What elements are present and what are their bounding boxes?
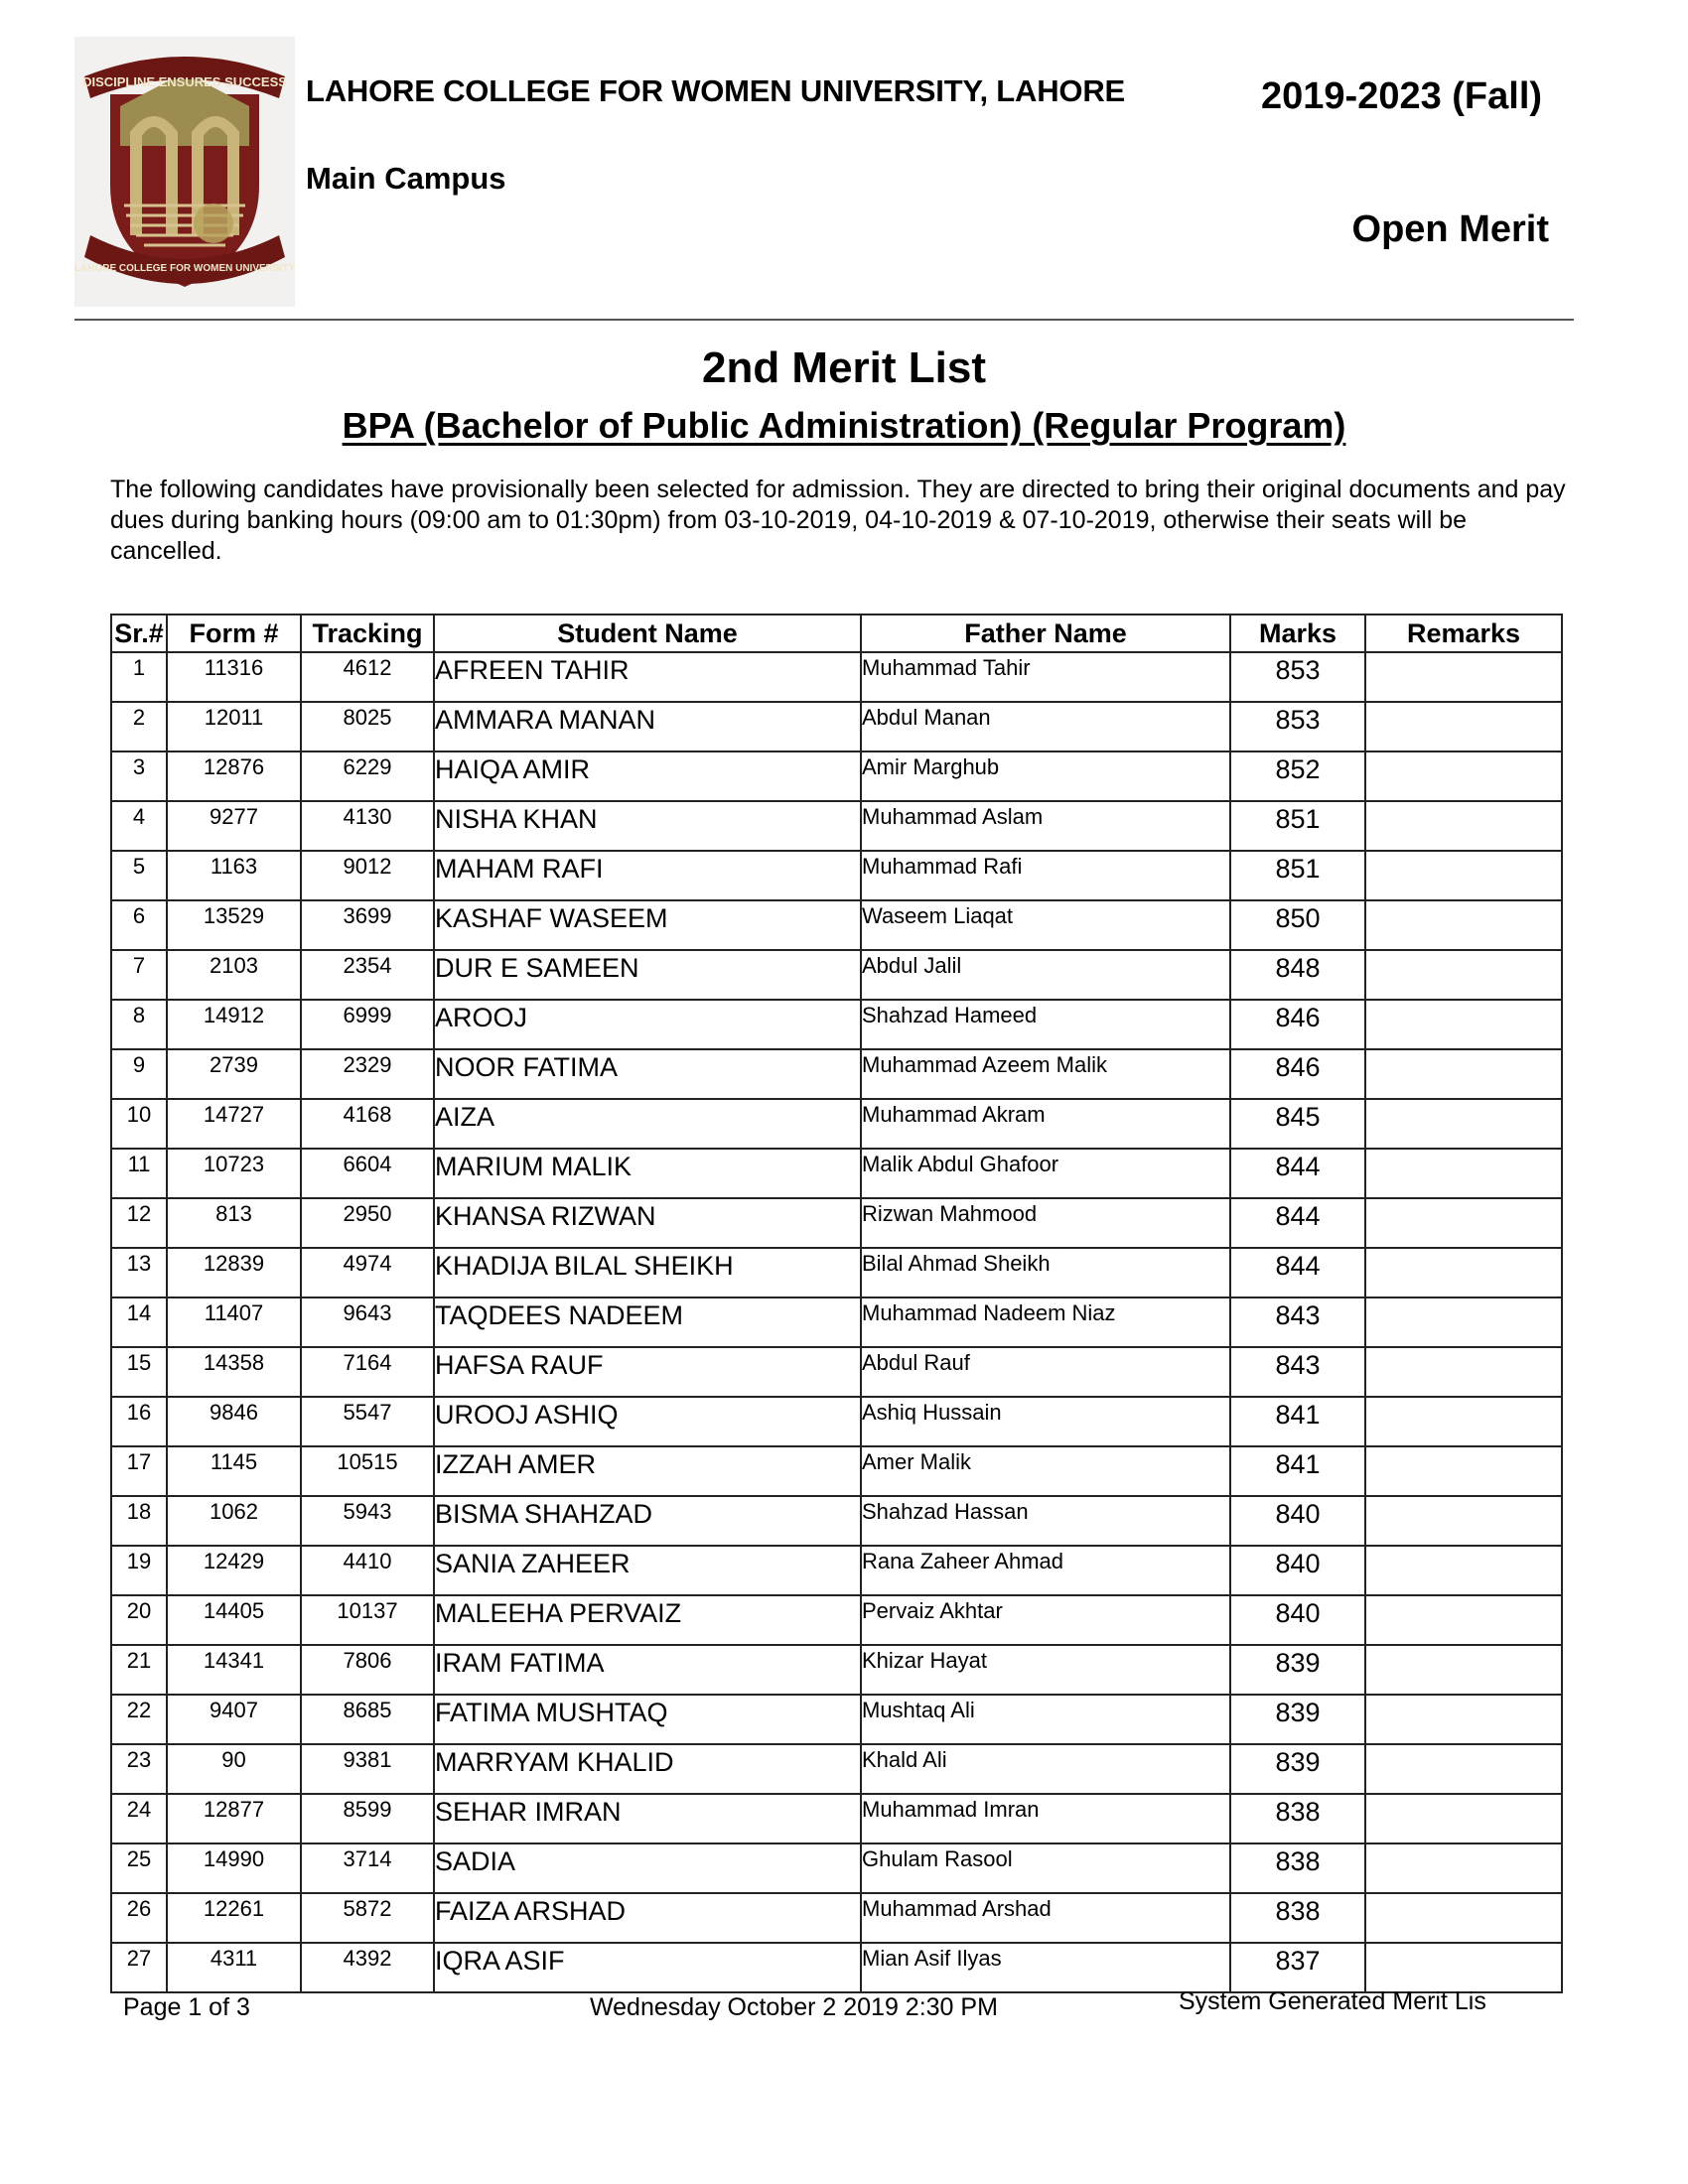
row-form-number: 1145 (167, 1446, 301, 1496)
row-sr: 1 (111, 652, 167, 702)
row-marks: 838 (1230, 1893, 1365, 1943)
row-student-name: AFREEN TAHIR (434, 652, 861, 702)
row-tracking: 10515 (301, 1446, 434, 1496)
row-sr: 9 (111, 1049, 167, 1099)
row-father-name: Shahzad Hassan (861, 1496, 1230, 1546)
row-student-name: KHADIJA BILAL SHEIKH (434, 1248, 861, 1297)
row-sr: 20 (111, 1595, 167, 1645)
row-father-name: Abdul Rauf (861, 1347, 1230, 1397)
row-form-number: 13529 (167, 900, 301, 950)
row-sr: 23 (111, 1744, 167, 1794)
row-marks: 837 (1230, 1943, 1365, 1992)
row-student-name: BISMA SHAHZAD (434, 1496, 861, 1546)
row-student-name: NISHA KHAN (434, 801, 861, 851)
row-remarks (1365, 1744, 1562, 1794)
row-tracking: 5943 (301, 1496, 434, 1546)
row-student-name: SADIA (434, 1843, 861, 1893)
row-student-name: IRAM FATIMA (434, 1645, 861, 1695)
row-sr: 6 (111, 900, 167, 950)
table-row (111, 851, 1562, 900)
table-row (111, 1546, 1562, 1595)
row-remarks (1365, 1198, 1562, 1248)
row-tracking: 6229 (301, 751, 434, 801)
row-form-number: 11407 (167, 1297, 301, 1347)
row-student-name: NOOR FATIMA (434, 1049, 861, 1099)
row-remarks (1365, 1000, 1562, 1049)
row-remarks (1365, 1843, 1562, 1893)
row-student-name: TAQDEES NADEEM (434, 1297, 861, 1347)
row-form-number: 14727 (167, 1099, 301, 1149)
row-marks: 846 (1230, 1049, 1365, 1099)
col-header-marks: Marks (1230, 614, 1365, 652)
row-marks: 840 (1230, 1595, 1365, 1645)
row-student-name: SEHAR IMRAN (434, 1794, 861, 1843)
row-tracking: 4130 (301, 801, 434, 851)
row-tracking: 2329 (301, 1049, 434, 1099)
table-row (111, 1149, 1562, 1198)
row-form-number: 9846 (167, 1397, 301, 1446)
row-student-name: HAFSA RAUF (434, 1347, 861, 1397)
row-sr: 13 (111, 1248, 167, 1297)
row-marks: 852 (1230, 751, 1365, 801)
row-form-number: 2739 (167, 1049, 301, 1099)
row-sr: 8 (111, 1000, 167, 1049)
row-sr: 14 (111, 1297, 167, 1347)
row-sr: 25 (111, 1843, 167, 1893)
row-student-name: IQRA ASIF (434, 1943, 861, 1992)
row-tracking: 7806 (301, 1645, 434, 1695)
row-marks: 846 (1230, 1000, 1365, 1049)
row-sr: 26 (111, 1893, 167, 1943)
row-remarks (1365, 1794, 1562, 1843)
page-number: Page 1 of 3 (123, 1993, 250, 2021)
row-form-number: 2103 (167, 950, 301, 1000)
row-student-name: MARRYAM KHALID (434, 1744, 861, 1794)
row-remarks (1365, 751, 1562, 801)
table-header-row (111, 614, 1562, 652)
row-tracking: 9012 (301, 851, 434, 900)
row-father-name: Amir Marghub (861, 751, 1230, 801)
row-tracking: 3699 (301, 900, 434, 950)
col-header-student-name: Student Name (434, 614, 861, 652)
table-row (111, 1695, 1562, 1744)
row-remarks (1365, 1248, 1562, 1297)
row-tracking: 4168 (301, 1099, 434, 1149)
col-header-father-name: Father Name (861, 614, 1230, 652)
row-marks: 841 (1230, 1397, 1365, 1446)
table-row (111, 1496, 1562, 1546)
row-sr: 27 (111, 1943, 167, 1992)
table-row (111, 1347, 1562, 1397)
merit-table (110, 614, 1563, 1993)
row-student-name: DUR E SAMEEN (434, 950, 861, 1000)
row-student-name: FAIZA ARSHAD (434, 1893, 861, 1943)
row-tracking: 5547 (301, 1397, 434, 1446)
row-father-name: Ghulam Rasool (861, 1843, 1230, 1893)
row-father-name: Abdul Manan (861, 702, 1230, 751)
row-form-number: 14990 (167, 1843, 301, 1893)
row-form-number: 12839 (167, 1248, 301, 1297)
row-student-name: AROOJ (434, 1000, 861, 1049)
row-father-name: Mian Asif Ilyas (861, 1943, 1230, 1992)
row-form-number: 813 (167, 1198, 301, 1248)
row-father-name: Bilal Ahmad Sheikh (861, 1248, 1230, 1297)
row-father-name: Ashiq Hussain (861, 1397, 1230, 1446)
row-marks: 838 (1230, 1843, 1365, 1893)
program-title: BPA (Bachelor of Public Administration) (Regular Program) (342, 405, 1346, 446)
row-remarks (1365, 1695, 1562, 1744)
row-student-name: AMMARA MANAN (434, 702, 861, 751)
logo-motto: DISCIPLINE ENSURES SUCCESS (82, 74, 287, 89)
header-divider (74, 319, 1574, 321)
table-row (111, 652, 1562, 702)
row-form-number: 14358 (167, 1347, 301, 1397)
col-header-tracking: Tracking (301, 614, 434, 652)
campus-label: Main Campus (306, 161, 506, 196)
table-row (111, 1198, 1562, 1248)
row-marks: 840 (1230, 1496, 1365, 1546)
row-father-name: Muhammad Akram (861, 1099, 1230, 1149)
row-form-number: 14405 (167, 1595, 301, 1645)
crest-icon (74, 37, 295, 307)
row-marks: 844 (1230, 1198, 1365, 1248)
table-row (111, 1000, 1562, 1049)
row-father-name: Malik Abdul Ghafoor (861, 1149, 1230, 1198)
row-student-name: MAHAM RAFI (434, 851, 861, 900)
row-father-name: Mushtaq Ali (861, 1695, 1230, 1744)
row-marks: 839 (1230, 1645, 1365, 1695)
col-header-sr: Sr.# (111, 614, 167, 652)
row-tracking: 2354 (301, 950, 434, 1000)
table-row (111, 950, 1562, 1000)
row-sr: 7 (111, 950, 167, 1000)
row-remarks (1365, 652, 1562, 702)
table-row (111, 1595, 1562, 1645)
row-tracking: 8599 (301, 1794, 434, 1843)
document-title: 2nd Merit List (701, 343, 987, 392)
row-tracking: 3714 (301, 1843, 434, 1893)
table-row (111, 1099, 1562, 1149)
row-marks: 841 (1230, 1446, 1365, 1496)
row-father-name: Shahzad Hameed (861, 1000, 1230, 1049)
table-row (111, 900, 1562, 950)
row-student-name: KASHAF WASEEM (434, 900, 861, 950)
row-sr: 2 (111, 702, 167, 751)
row-form-number: 9277 (167, 801, 301, 851)
row-marks: 844 (1230, 1248, 1365, 1297)
table-row (111, 1446, 1562, 1496)
row-sr: 15 (111, 1347, 167, 1397)
col-header-remarks: Remarks (1365, 614, 1562, 652)
row-marks: 845 (1230, 1099, 1365, 1149)
row-sr: 22 (111, 1695, 167, 1744)
row-marks: 838 (1230, 1794, 1365, 1843)
col-header-form: Form # (167, 614, 301, 652)
row-remarks (1365, 1149, 1562, 1198)
session-label: 2019-2023 (Fall) (1261, 75, 1543, 117)
row-remarks (1365, 1347, 1562, 1397)
row-form-number: 90 (167, 1744, 301, 1794)
admission-notice: The following candidates have provisionally been selected for admission. They are directed to bring their original documents and pay dues during banking hours (09:00 am to 01:30pm) from 03-10-2019, 04-10-2019 & 07-10-2019, otherwise their seats will be cancelled. (110, 476, 1566, 565)
table-row (111, 1397, 1562, 1446)
row-father-name: Rana Zaheer Ahmad (861, 1546, 1230, 1595)
row-father-name: Rizwan Mahmood (861, 1198, 1230, 1248)
row-marks: 839 (1230, 1695, 1365, 1744)
row-father-name: Waseem Liaqat (861, 900, 1230, 950)
row-student-name: KHANSA RIZWAN (434, 1198, 861, 1248)
table-row (111, 751, 1562, 801)
row-sr: 4 (111, 801, 167, 851)
row-remarks (1365, 702, 1562, 751)
row-remarks (1365, 1049, 1562, 1099)
row-form-number: 9407 (167, 1695, 301, 1744)
row-form-number: 1062 (167, 1496, 301, 1546)
row-sr: 10 (111, 1099, 167, 1149)
row-remarks (1365, 1943, 1562, 1992)
row-marks: 839 (1230, 1744, 1365, 1794)
table-row (111, 1943, 1562, 1992)
table-row (111, 1645, 1562, 1695)
row-marks: 853 (1230, 702, 1365, 751)
row-tracking: 10137 (301, 1595, 434, 1645)
row-father-name: Muhammad Tahir (861, 652, 1230, 702)
row-form-number: 12261 (167, 1893, 301, 1943)
row-remarks (1365, 801, 1562, 851)
row-student-name: IZZAH AMER (434, 1446, 861, 1496)
row-remarks (1365, 1397, 1562, 1446)
row-marks: 851 (1230, 801, 1365, 851)
row-marks: 843 (1230, 1347, 1365, 1397)
row-form-number: 1163 (167, 851, 301, 900)
row-sr: 19 (111, 1546, 167, 1595)
row-remarks (1365, 851, 1562, 900)
row-sr: 11 (111, 1149, 167, 1198)
row-sr: 5 (111, 851, 167, 900)
row-student-name: FATIMA MUSHTAQ (434, 1695, 861, 1744)
row-student-name: HAIQA AMIR (434, 751, 861, 801)
row-remarks (1365, 1297, 1562, 1347)
row-student-name: SANIA ZAHEER (434, 1546, 861, 1595)
row-father-name: Abdul Jalil (861, 950, 1230, 1000)
row-form-number: 10723 (167, 1149, 301, 1198)
row-tracking: 2950 (301, 1198, 434, 1248)
row-remarks (1365, 1645, 1562, 1695)
row-father-name: Khald Ali (861, 1744, 1230, 1794)
table-row (111, 1893, 1562, 1943)
row-remarks (1365, 950, 1562, 1000)
row-form-number: 4311 (167, 1943, 301, 1992)
row-marks: 850 (1230, 900, 1365, 950)
row-form-number: 14912 (167, 1000, 301, 1049)
university-logo (74, 37, 295, 307)
row-father-name: Khizar Hayat (861, 1645, 1230, 1695)
row-tracking: 4612 (301, 652, 434, 702)
table-row (111, 702, 1562, 751)
row-tracking: 8025 (301, 702, 434, 751)
table-row (111, 1297, 1562, 1347)
university-name: LAHORE COLLEGE FOR WOMEN UNIVERSITY, LAHORE (306, 73, 1125, 108)
row-student-name: MALEEHA PERVAIZ (434, 1595, 861, 1645)
row-tracking: 7164 (301, 1347, 434, 1397)
row-form-number: 11316 (167, 652, 301, 702)
system-generated-note: System Generated Merit Lis (1179, 1987, 1486, 2015)
row-student-name: MARIUM MALIK (434, 1149, 861, 1198)
row-tracking: 9381 (301, 1744, 434, 1794)
row-tracking: 4392 (301, 1943, 434, 1992)
quota-label: Open Merit (1351, 208, 1549, 250)
row-marks: 853 (1230, 652, 1365, 702)
row-father-name: Amer Malik (861, 1446, 1230, 1496)
row-remarks (1365, 1496, 1562, 1546)
row-father-name: Muhammad Azeem Malik (861, 1049, 1230, 1099)
row-form-number: 12011 (167, 702, 301, 751)
row-student-name: AIZA (434, 1099, 861, 1149)
row-tracking: 9643 (301, 1297, 434, 1347)
row-sr: 12 (111, 1198, 167, 1248)
row-father-name: Muhammad Nadeem Niaz (861, 1297, 1230, 1347)
row-marks: 843 (1230, 1297, 1365, 1347)
row-father-name: Muhammad Aslam (861, 801, 1230, 851)
row-sr: 24 (111, 1794, 167, 1843)
table-row (111, 1744, 1562, 1794)
table-row (111, 1843, 1562, 1893)
row-marks: 840 (1230, 1546, 1365, 1595)
row-tracking: 5872 (301, 1893, 434, 1943)
table-row (111, 1248, 1562, 1297)
row-marks: 844 (1230, 1149, 1365, 1198)
row-remarks (1365, 1446, 1562, 1496)
row-sr: 21 (111, 1645, 167, 1695)
row-remarks (1365, 1893, 1562, 1943)
row-father-name: Muhammad Imran (861, 1794, 1230, 1843)
row-tracking: 8685 (301, 1695, 434, 1744)
row-father-name: Pervaiz Akhtar (861, 1595, 1230, 1645)
table-row (111, 1049, 1562, 1099)
row-tracking: 6604 (301, 1149, 434, 1198)
row-remarks (1365, 1546, 1562, 1595)
row-remarks (1365, 1099, 1562, 1149)
row-remarks (1365, 1595, 1562, 1645)
table-row (111, 801, 1562, 851)
row-marks: 848 (1230, 950, 1365, 1000)
row-sr: 17 (111, 1446, 167, 1496)
row-tracking: 4410 (301, 1546, 434, 1595)
row-form-number: 14341 (167, 1645, 301, 1695)
row-marks: 851 (1230, 851, 1365, 900)
row-form-number: 12876 (167, 751, 301, 801)
row-sr: 18 (111, 1496, 167, 1546)
row-sr: 16 (111, 1397, 167, 1446)
row-father-name: Muhammad Arshad (861, 1893, 1230, 1943)
logo-banner: LAHORE COLLEGE FOR WOMEN UNIVERSITY (74, 263, 295, 274)
row-sr: 3 (111, 751, 167, 801)
row-form-number: 12429 (167, 1546, 301, 1595)
row-remarks (1365, 900, 1562, 950)
row-tracking: 4974 (301, 1248, 434, 1297)
row-student-name: UROOJ ASHIQ (434, 1397, 861, 1446)
row-tracking: 6999 (301, 1000, 434, 1049)
row-father-name: Muhammad Rafi (861, 851, 1230, 900)
generated-timestamp: Wednesday October 2 2019 2:30 PM (590, 1993, 998, 2021)
row-form-number: 12877 (167, 1794, 301, 1843)
table-row (111, 1794, 1562, 1843)
